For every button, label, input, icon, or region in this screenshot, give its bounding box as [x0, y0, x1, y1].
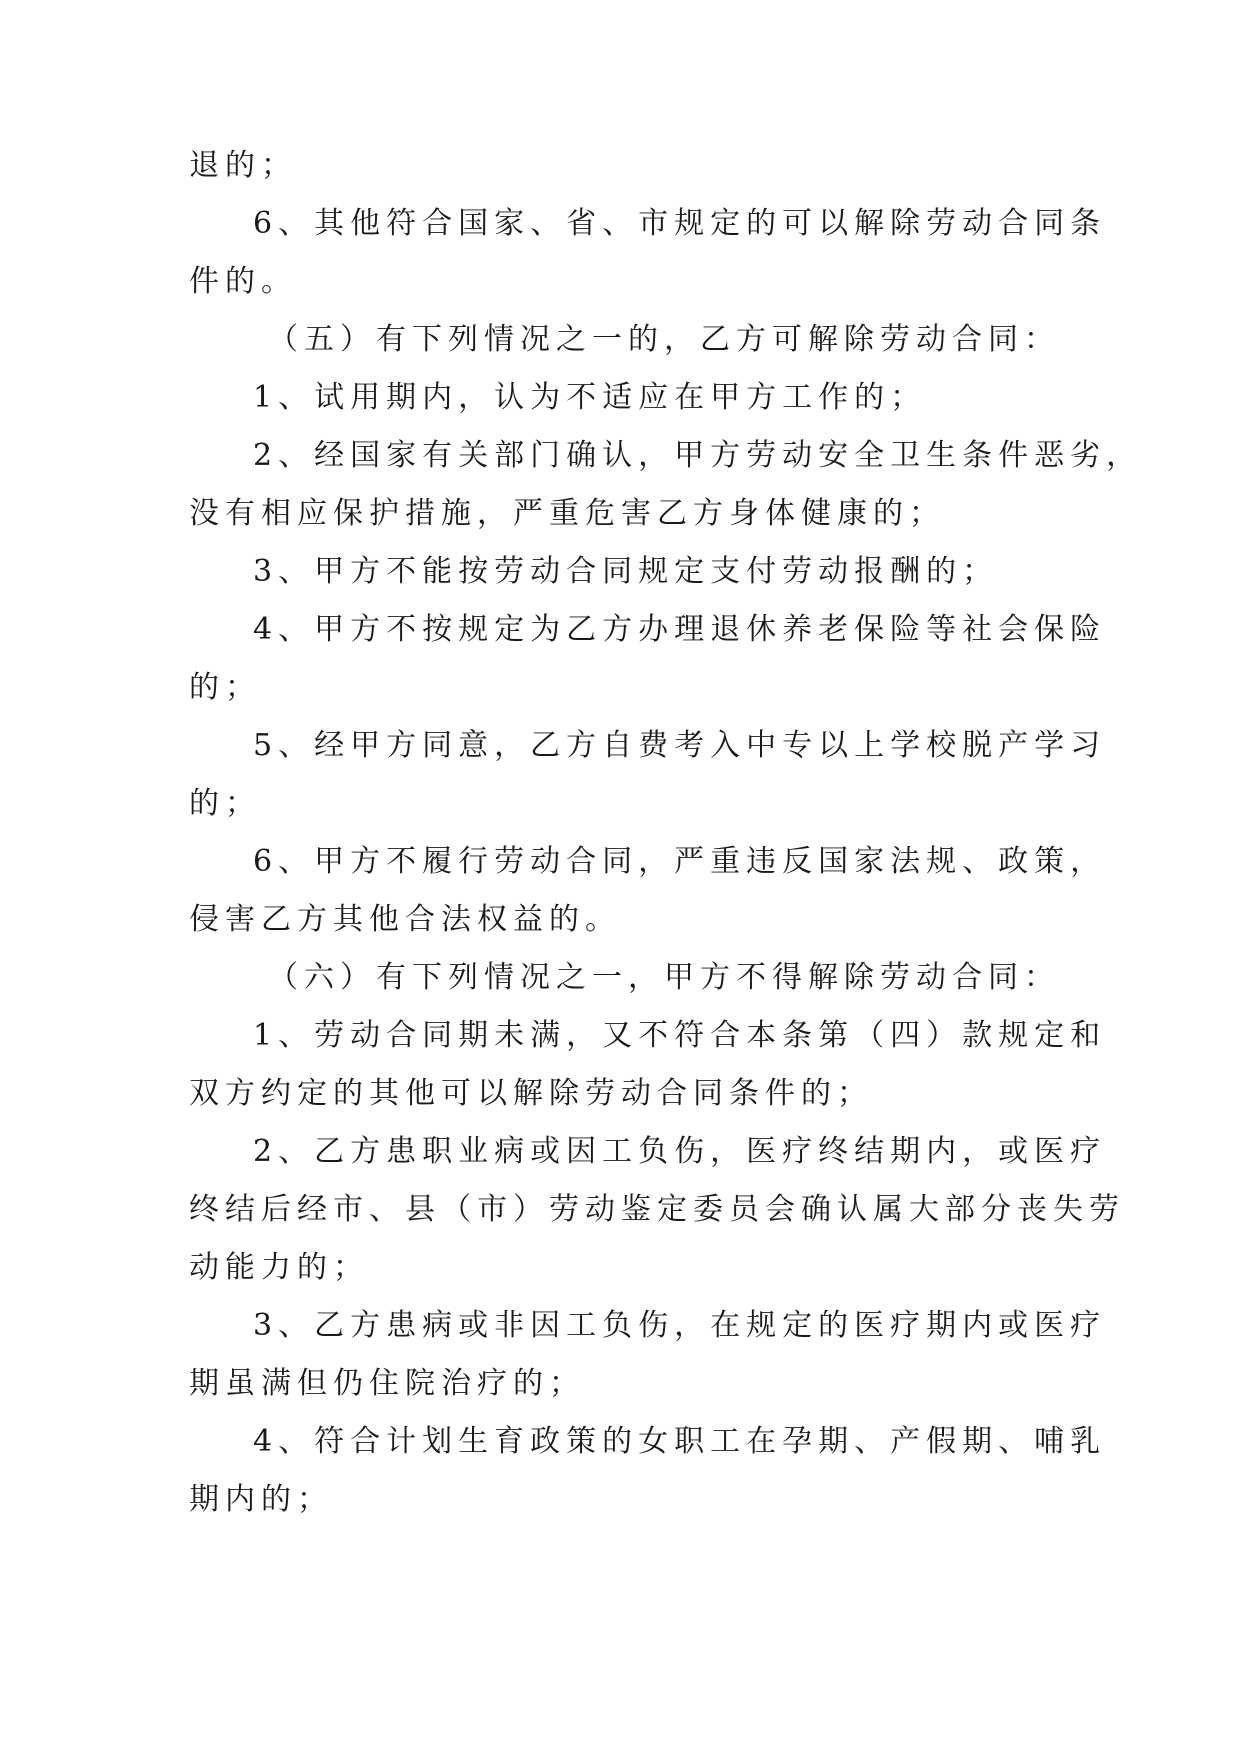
- text-line: 6、甲方不履行劳动合同，严重违反国家法规、政策，: [253, 844, 1107, 879]
- text-line: 2、乙方患职业病或因工负伤，医疗终结期内，或医疗: [253, 1134, 1107, 1169]
- text-line: 5、经甲方同意，乙方自费考入中专以上学校脱产学习: [253, 728, 1107, 763]
- text-line: 4、甲方不按规定为乙方办理退休养老保险等社会保险: [253, 612, 1107, 647]
- text-line: 6、其他符合国家、省、市规定的可以解除劳动合同条: [253, 206, 1107, 241]
- section-heading: （六）有下列情况之一，甲方不得解除劳动合同：: [268, 960, 1060, 995]
- text-line: 期虽满但仍住院治疗的；: [189, 1366, 585, 1401]
- text-line: 的；: [189, 786, 261, 821]
- text-line: 没有相应保护措施，严重危害乙方身体健康的；: [189, 496, 945, 531]
- text-line: 退的；: [189, 148, 297, 183]
- text-line: 1、试用期内，认为不适应在甲方工作的；: [253, 380, 927, 415]
- text-line: 侵害乙方其他合法权益的。: [189, 902, 621, 937]
- text-line: 2、经国家有关部门确认，甲方劳动安全卫生条件恶劣，: [253, 438, 1143, 473]
- text-line: 的；: [189, 670, 261, 705]
- text-line: 期内的；: [189, 1482, 333, 1517]
- text-line: 双方约定的其他可以解除劳动合同条件的；: [189, 1076, 873, 1111]
- text-line: 终结后经市、县（市）劳动鉴定委员会确认属大部分丧失劳: [189, 1192, 1125, 1227]
- text-line: 件的。: [189, 264, 297, 299]
- text-line: 3、甲方不能按劳动合同规定支付劳动报酬的；: [253, 554, 999, 589]
- section-heading: （五）有下列情况之一的，乙方可解除劳动合同：: [268, 322, 1060, 357]
- text-line: 4、符合计划生育政策的女职工在孕期、产假期、哺乳: [253, 1424, 1107, 1459]
- text-line: 动能力的；: [189, 1250, 369, 1285]
- text-line: 1、劳动合同期未满，又不符合本条第（四）款规定和: [253, 1018, 1107, 1053]
- text-line: 3、乙方患病或非因工负伤，在规定的医疗期内或医疗: [253, 1308, 1107, 1343]
